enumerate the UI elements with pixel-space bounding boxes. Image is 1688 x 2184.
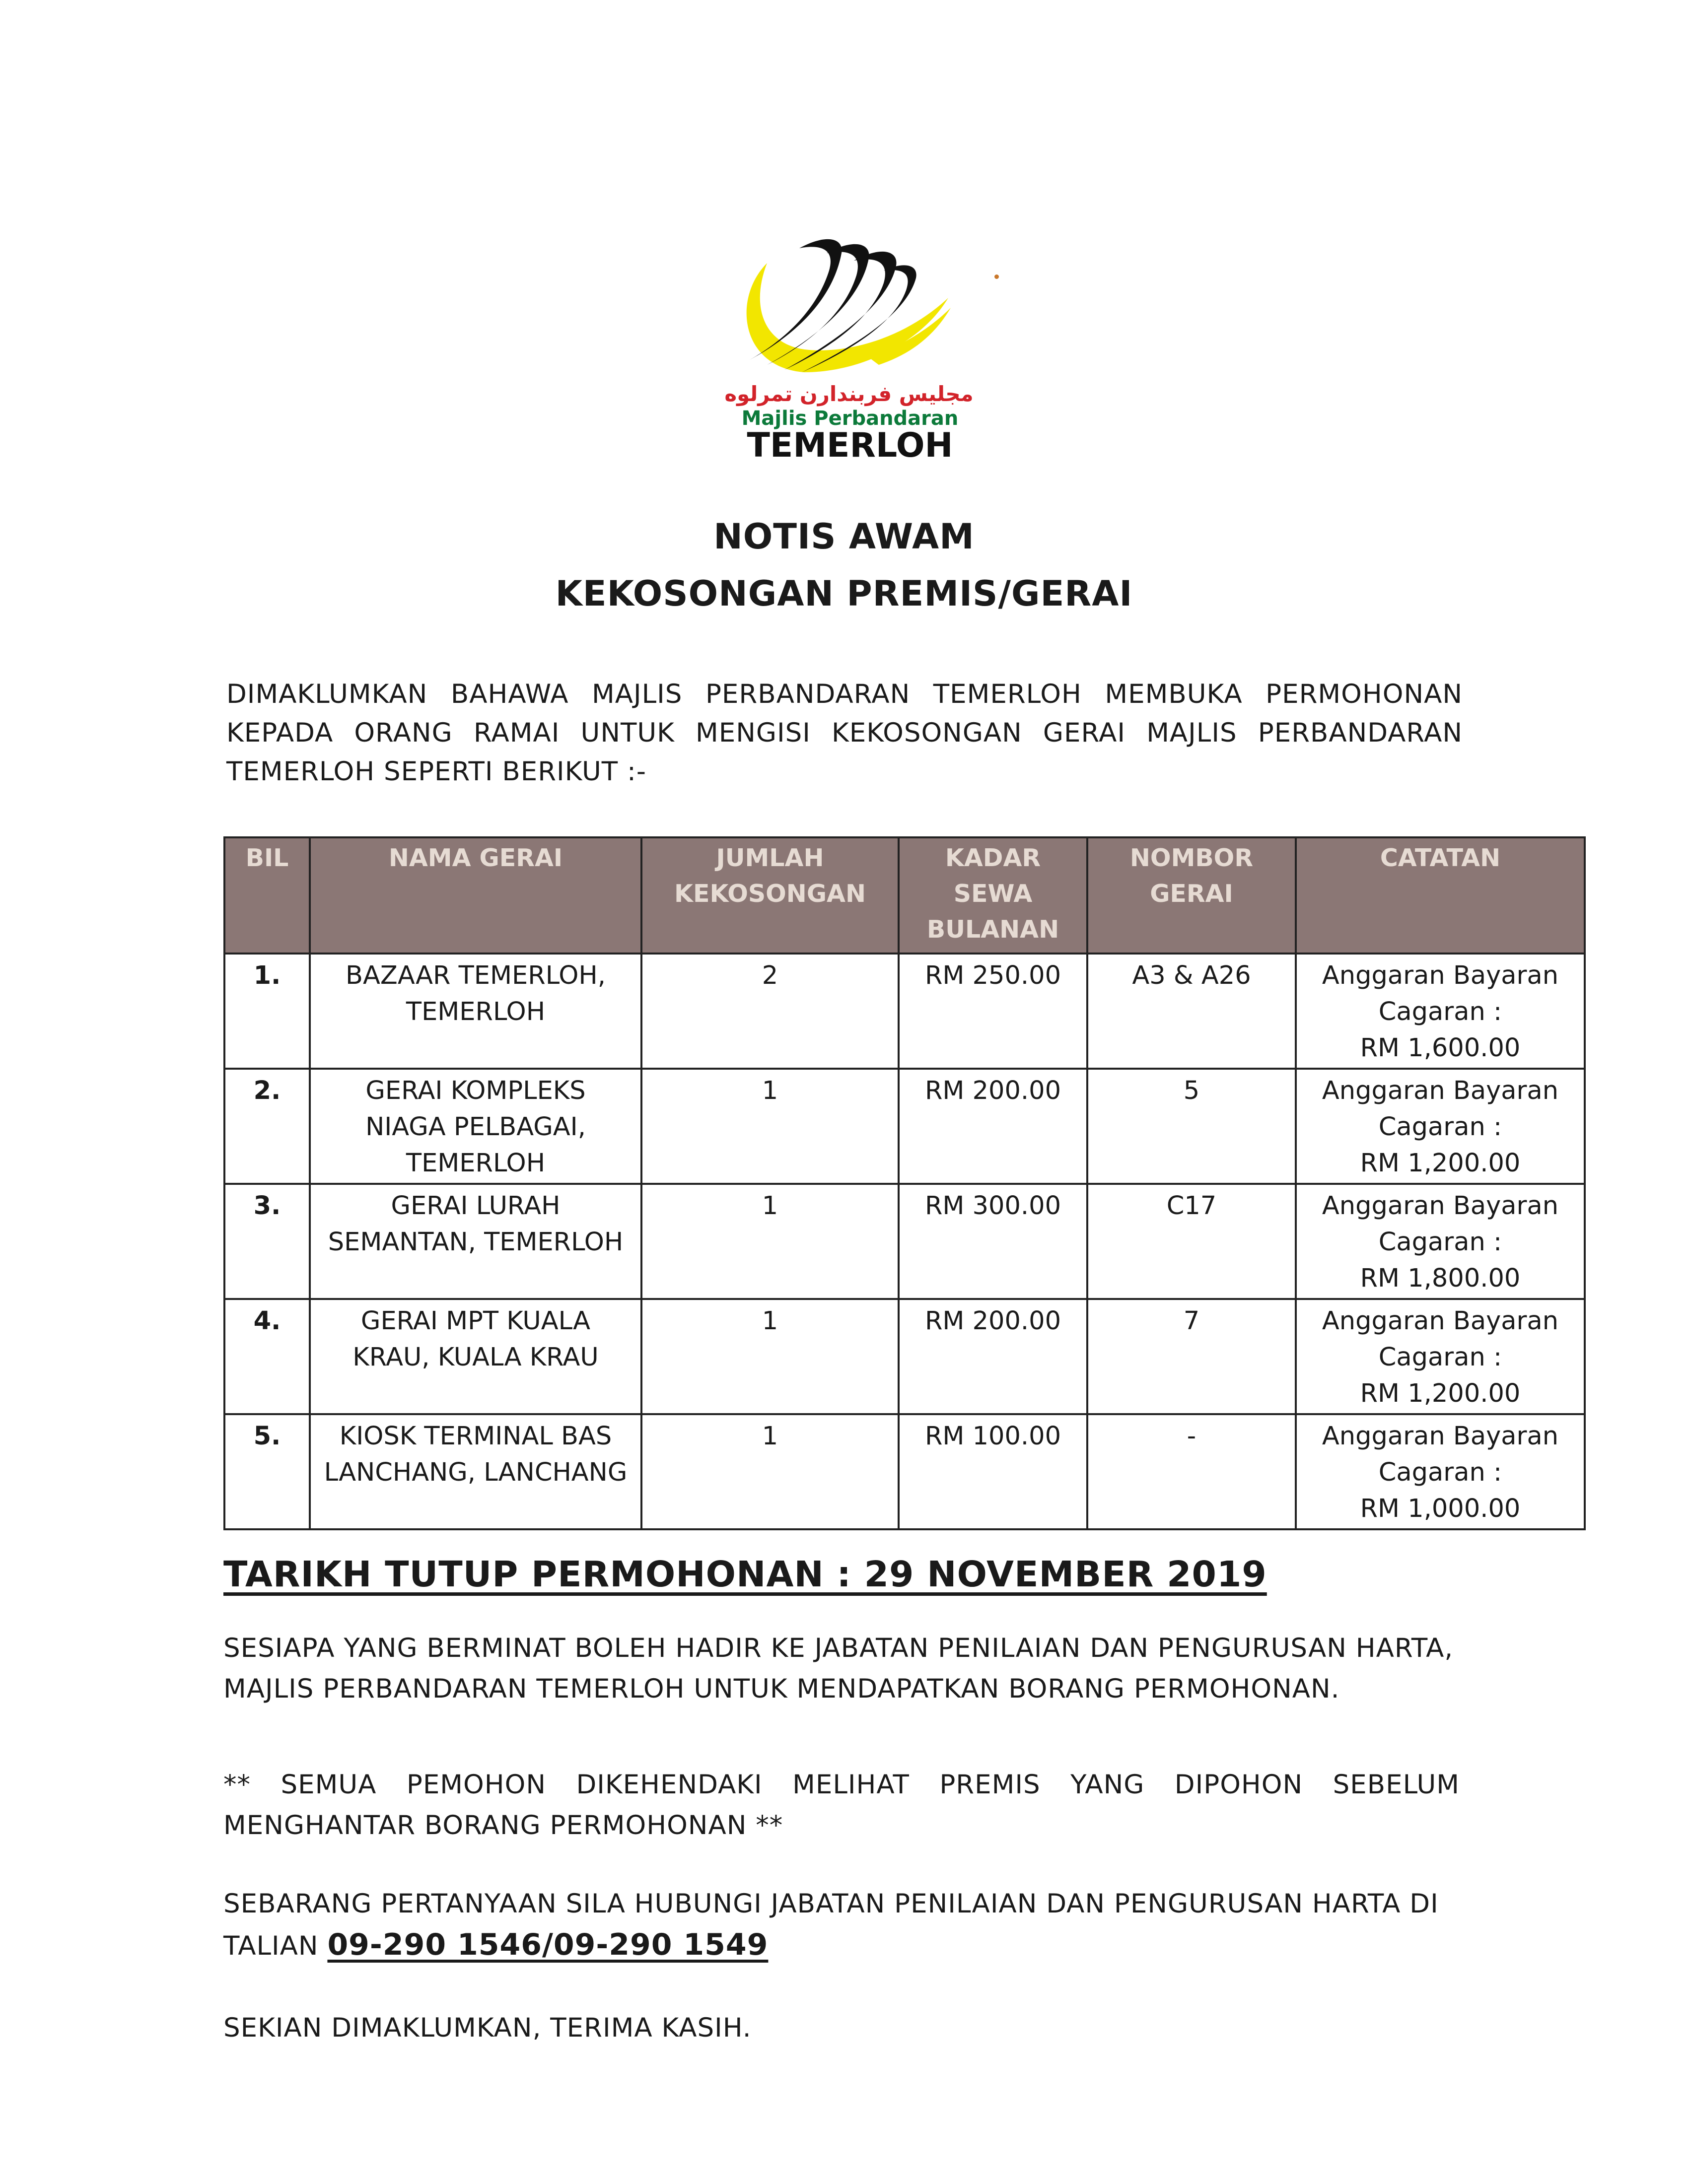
cell-bil: 2. (224, 1069, 310, 1184)
cell-jumlah: 1 (641, 1414, 899, 1529)
cell-nombor: 7 (1087, 1299, 1296, 1414)
intro-paragraph (226, 675, 1463, 791)
cell-nama-gerai: BAZAAR TEMERLOH, TEMERLOH (310, 954, 641, 1069)
cell-nama-gerai: GERAI LURAH SEMANTAN, TEMERLOH (310, 1184, 641, 1299)
header-jumlah-kekosongan: JUMLAH KEKOSONGAN (641, 837, 899, 954)
cell-catatan: Anggaran Bayaran Cagaran : RM 1,800.00 (1296, 1184, 1585, 1299)
page-subtitle: KEKOSONGAN PREMIS/GERAI (555, 573, 1133, 614)
cell-kadar: RM 300.00 (899, 1184, 1087, 1299)
svg-text:مجليس فربندارن تمرلوه: مجليس فربندارن تمرلوه (724, 382, 974, 406)
paragraph-line: MAJLIS PERBANDARAN TEMERLOH UNTUK MENDAPATKAN BORANG PERMOHONAN. (223, 1674, 1340, 1704)
table-header-row (224, 837, 1585, 954)
cell-bil: 1. (224, 954, 310, 1069)
application-info-paragraph (223, 1628, 1460, 1709)
council-logo (720, 223, 978, 472)
cell-jumlah: 1 (641, 1069, 899, 1184)
cell-nama-gerai: KIOSK TERMINAL BAS LANCHANG, LANCHANG (310, 1414, 641, 1529)
cell-catatan: Anggaran Bayaran Cagaran : RM 1,600.00 (1296, 954, 1585, 1069)
cell-kadar: RM 250.00 (899, 954, 1087, 1069)
scan-speck (994, 274, 999, 279)
cell-kadar: RM 100.00 (899, 1414, 1087, 1529)
intro-line: DIMAKLUMKAN BAHAWA MAJLIS PERBANDARAN TEMERLOH MEMBUKA PERMOHONAN (226, 679, 1463, 709)
cell-catatan: Anggaran Bayaran Cagaran : RM 1,200.00 (1296, 1069, 1585, 1184)
header-kadar-sewa: KADAR SEWA BULANAN (899, 837, 1087, 954)
closing-date-heading: TARIKH TUTUP PERMOHONAN : 29 NOVEMBER 2019 (223, 1554, 1267, 1595)
intro-line: KEPADA ORANG RAMAI UNTUK MENGISI KEKOSONGAN GERAI MAJLIS PERBANDARAN (226, 718, 1463, 748)
cell-jumlah: 2 (641, 954, 899, 1069)
header-nombor-gerai: NOMBOR GERAI (1087, 837, 1296, 954)
vacancy-table (223, 836, 1586, 1530)
cell-kadar: RM 200.00 (899, 1069, 1087, 1184)
sign-off: SEKIAN DIMAKLUMKAN, TERIMA KASIH. (223, 2013, 752, 2043)
paragraph-line: TALIAN 09-290 1546/09-290 1549 (223, 1927, 769, 1962)
cell-kadar: RM 200.00 (899, 1299, 1087, 1414)
table-row (224, 1184, 1585, 1299)
paragraph-line: SESIAPA YANG BERMINAT BOLEH HADIR KE JABATAN PENILAIAN DAN PENGURUSAN HARTA, (223, 1633, 1454, 1663)
paragraph-line: ** SEMUA PEMOHON DIKEHENDAKI MELIHAT PREMIS YANG DIPOHON SEBELUM (223, 1770, 1460, 1800)
intro-line: TEMERLOH SEPERTI BERIKUT :- (226, 756, 646, 787)
cell-nombor: - (1087, 1414, 1296, 1529)
phone-number: 09-290 1546/09-290 1549 (327, 1927, 769, 1962)
cell-nombor: C17 (1087, 1184, 1296, 1299)
svg-text:TEMERLOH: TEMERLOH (747, 426, 953, 465)
cell-jumlah: 1 (641, 1299, 899, 1414)
cell-nama-gerai: GERAI KOMPLEKS NIAGA PELBAGAI, TEMERLOH (310, 1069, 641, 1184)
premises-notice-paragraph (223, 1765, 1460, 1846)
cell-catatan: Anggaran Bayaran Cagaran : RM 1,200.00 (1296, 1299, 1585, 1414)
paragraph-line: MENGHANTAR BORANG PERMOHONAN ** (223, 1810, 783, 1841)
page-title: NOTIS AWAM (713, 516, 975, 557)
table-row (224, 1414, 1585, 1529)
cell-nombor: A3 & A26 (1087, 954, 1296, 1069)
cell-bil: 3. (224, 1184, 310, 1299)
cell-catatan: Anggaran Bayaran Cagaran : RM 1,000.00 (1296, 1414, 1585, 1529)
header-bil: BIL (224, 837, 310, 954)
header-catatan: CATATAN (1296, 837, 1585, 954)
cell-jumlah: 1 (641, 1184, 899, 1299)
enquiry-paragraph (223, 1884, 1460, 1967)
svg-text:Majlis Perbandaran: Majlis Perbandaran (741, 407, 959, 430)
cell-bil: 5. (224, 1414, 310, 1529)
paragraph-line: SEBARANG PERTANYAAN SILA HUBUNGI JABATAN PENILAIAN DAN PENGURUSAN HARTA DI (223, 1889, 1439, 1919)
cell-nama-gerai: GERAI MPT KUALA KRAU, KUALA KRAU (310, 1299, 641, 1414)
cell-nombor: 5 (1087, 1069, 1296, 1184)
table-row (224, 954, 1585, 1069)
table-row (224, 1069, 1585, 1184)
header-nama-gerai: NAMA GERAI (310, 837, 641, 954)
cell-bil: 4. (224, 1299, 310, 1414)
table-row (224, 1299, 1585, 1414)
